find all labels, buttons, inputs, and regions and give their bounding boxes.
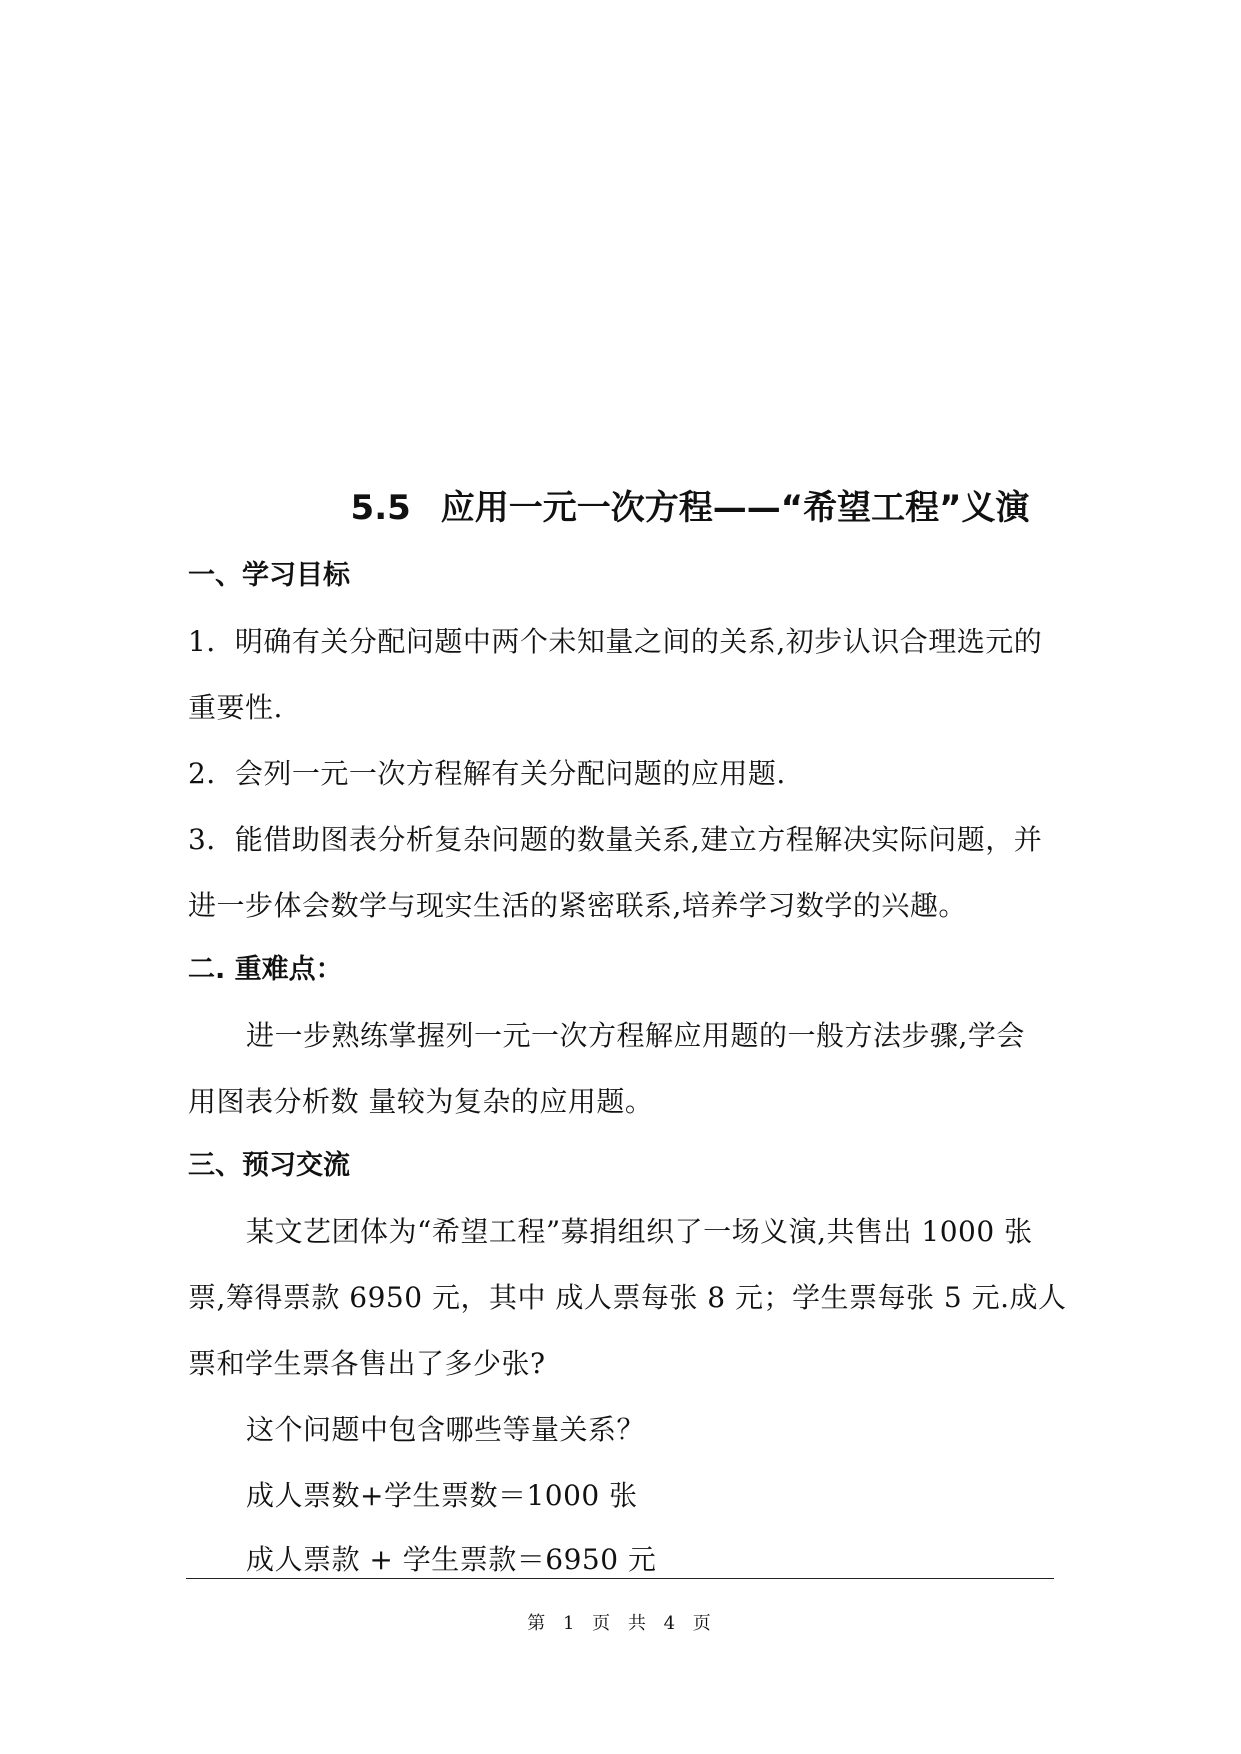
preview-line: 某文艺团体为“希望工程”募捐组织了一场义演,共售出 1000 张 [246, 1215, 1033, 1248]
page-number: 第 1 页 共 4 页 [527, 1613, 714, 1634]
objective-line: 3．能借助图表分析复杂问题的数量关系,建立方程解决实际问题，并 [188, 823, 1043, 856]
preview-line: 这个问题中包含哪些等量关系？ [246, 1413, 646, 1446]
equation-line: 成人票数+学生票数＝1000 张 [246, 1479, 638, 1512]
preview-line: 票和学生票各售出了多少张? [188, 1347, 546, 1380]
heading-preview: 三、预习交流 [188, 1150, 350, 1181]
key-point-line: 进一步熟练掌握列一元一次方程解应用题的一般方法步骤,学会 [246, 1019, 1025, 1052]
objective-line: 1．明确有关分配问题中两个未知量之间的关系,初步认识合理选元的 [188, 625, 1043, 658]
heading-key-points: 二. 重难点： [188, 954, 343, 985]
objective-line: 重要性. [188, 691, 283, 724]
objective-line: 2．会列一元一次方程解有关分配问题的应用题. [188, 757, 786, 790]
page-title [190, 486, 1190, 530]
objective-line: 进一步体会数学与现实生活的紧密联系,培养学习数学的兴趣。 [188, 889, 967, 922]
key-point-line: 用图表分析数 量较为复杂的应用题。 [188, 1085, 654, 1118]
heading-objectives: 一、学习目标 [188, 560, 350, 591]
section-number: 5.5 [350, 488, 411, 528]
equation-line: 成人票款 + 学生票款＝6950 元 [246, 1543, 657, 1576]
preview-line: 票,筹得票款 6950 元，其中 成人票每张 8 元；学生票每张 5 元.成人 [188, 1281, 1067, 1314]
title-text: 应用一元一次方程——“希望工程”义演 [440, 488, 1030, 528]
footer-divider [186, 1578, 1054, 1579]
